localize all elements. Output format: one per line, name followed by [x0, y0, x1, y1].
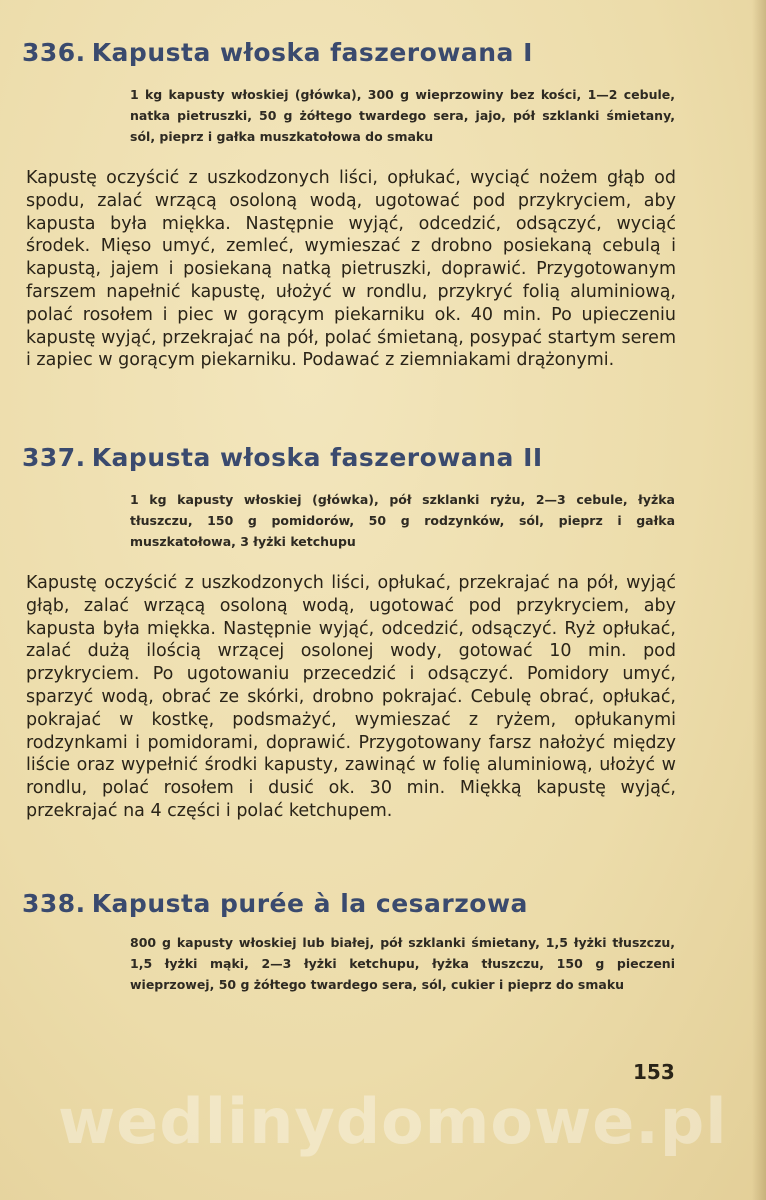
recipe-number: 337. [22, 443, 86, 472]
recipe-338 [22, 889, 677, 995]
instructions-text: Kapustę oczyścić z uszkodzonych liści, opłukać, wyciąć nożem głąb od spodu, zalać wrzącą osoloną wodą, ugotować pod przykryciem, aby kapusta była miękka. Następnie wyjąć, odcedzić, odsączyć, wyciąć środek. Mięso umyć, zemleć, wymieszać z drobno posiekaną cebulą i kapustą, jajem i posiekaną natką pietruszki, doprawić. Przygotowanym farszem napełnić kapustę, ułożyć w rondlu, przykryć folią aluminiową, polać rosołem i piec w gorącym piekarniku ok. 40 min. Po upieczeniu kapustę wyjąć, przekrajać na pół, polać śmietaną, posypać startym serem i zapiec w gorącym piekarniku. Podawać z ziemniakami drążonymi. [26, 168, 676, 371]
recipe-title: Kapusta włoska faszerowana II [91, 443, 543, 472]
watermark: wedlinydomowe.pl [58, 1085, 728, 1158]
recipe-heading [22, 38, 677, 67]
recipe-number: 338. [22, 889, 86, 918]
ingredients-list: 800 g kapusty włoskiej lub białej, pół szklanki śmietany, 1,5 łyżki tłuszczu, 1,5 łyżki mąki, 2—3 łyżki ketchupu, łyżka tłuszczu, 150 g pieczeni wieprzowej, 50 g żółtego twardego sera, sól, cukier i pieprz do smaku [130, 935, 675, 992]
instructions-text: Kapustę oczyścić z uszkodzonych liści, opłukać, przekrajać na pół, wyjąć głąb, zalać wrzącą osoloną wodą, ugotować pod przykryciem, aby kapusta była miękka. Następnie wyjąć, odcedzić, odsączyć. Ryż opłukać, zalać dużą ilością wrzącej osolonej wody, gotować 10 min. pod przykryciem. Po ugotowaniu przecedzić i odsączyć. Pomidory umyć, sparzyć wodą, obrać ze skórki, drobno pokrajać. Cebulę obrać, opłukać, pokrajać w kostkę, podsmażyć, wymieszać z ryżem, opłukanymi rodzynkami i pomidorami, doprawić. Przygotowany farsz nałożyć między liście oraz wypełnić środki kapusty, zawinąć w folię aluminiową, ułożyć w rondlu, polać rosołem i dusić ok. 30 min. Miękką kapustę wyjąć, przekrajać na 4 części i polać ketchupem. [26, 573, 676, 821]
recipe-336 [22, 38, 677, 372]
recipe-heading [22, 889, 677, 918]
page-number: 153 [633, 1060, 675, 1084]
ingredients-list: 1 kg kapusty włoskiej (główka), 300 g wieprzowiny bez kości, 1—2 cebule, natka pietruszki, 50 g żółtego twardego sera, jajo, pół szklanki śmietany, sól, pieprz i gałka muszkatołowa do smaku [130, 87, 675, 144]
page-edge-shadow [752, 0, 766, 1200]
recipe-heading [22, 443, 677, 472]
ingredients-list: 1 kg kapusty włoskiej (główka), pół szklanki ryżu, 2—3 cebule, łyżka tłuszczu, 150 g pomidorów, 50 g rodzynków, sól, pieprz i gałka muszkatołowa, 3 łyżki ketchupu [130, 492, 675, 549]
recipe-337 [22, 443, 677, 823]
recipe-number: 336. [22, 38, 86, 67]
recipe-title: Kapusta purée à la cesarzowa [91, 889, 528, 918]
recipe-title: Kapusta włoska faszerowana I [91, 38, 533, 67]
